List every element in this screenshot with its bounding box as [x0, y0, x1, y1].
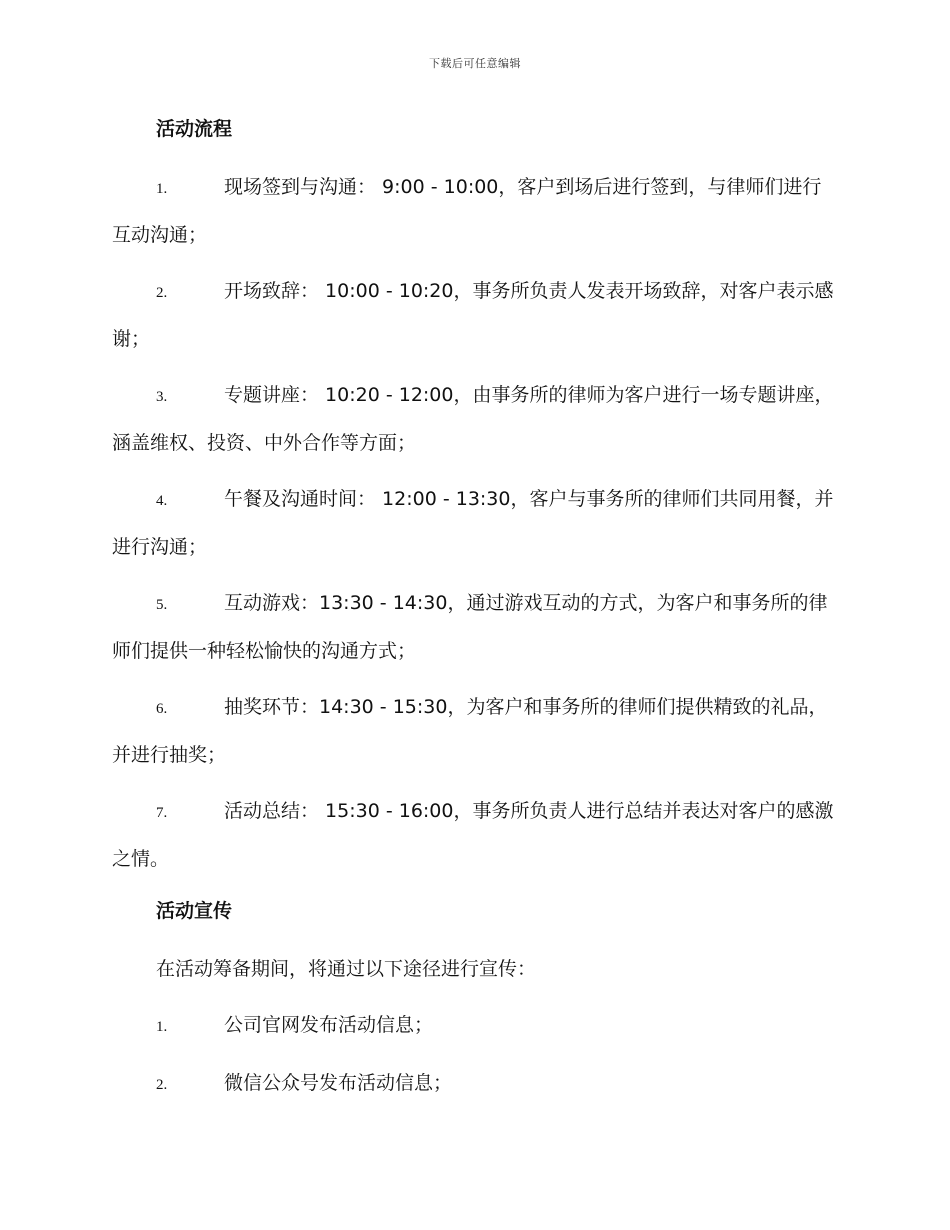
list-item-text: 公司官网发布活动信息； [224, 1014, 434, 1036]
section-heading-activity-promotion: 活动宣传 [156, 900, 233, 922]
list-item-number: 1. [156, 1019, 168, 1035]
list-item-number: 5. [156, 597, 168, 613]
list-item-number: 2. [156, 1077, 168, 1093]
list-item-text: 现场签到与沟通： 9:00 - 10:00，客户到场后进行签到，与律师们进行互动沟通； [112, 176, 822, 246]
document-body [112, 110, 837, 1118]
list-item-text: 午餐及沟通时间： 12:00 - 13:30，客户与事务所的律师们共同用餐，并进行沟通； [112, 488, 834, 558]
list-item-text: 互动游戏：13:30 - 14:30，通过游戏互动的方式，为客户和事务所的律师们提供一种轻松愉快的沟通方式； [112, 592, 828, 662]
list-item [112, 684, 837, 778]
list-item [112, 1060, 837, 1108]
header-note: 下载后可任意编辑 [429, 57, 521, 70]
list-item-number: 7. [156, 805, 168, 821]
list-item-text: 抽奖环节：14:30 - 15:30，为客户和事务所的律师们提供精致的礼品，并进行抽奖； [112, 696, 828, 766]
list-item-number: 1. [156, 181, 168, 197]
list-item [112, 372, 837, 466]
list-item-number: 6. [156, 701, 168, 717]
section-intro-paragraph: 在活动筹备期间，将通过以下途径进行宣传： [156, 958, 537, 980]
list-item-number: 4. [156, 493, 168, 509]
list-item-number: 3. [156, 389, 168, 405]
list-item-text: 微信公众号发布活动信息； [224, 1072, 453, 1094]
list-item [112, 476, 837, 570]
list-item [112, 788, 837, 882]
list-item-text: 专题讲座： 10:20 - 12:00，由事务所的律师为客户进行一场专题讲座，涵盖维权、投资、中外合作等方面； [112, 384, 834, 454]
list-item-number: 2. [156, 285, 168, 301]
list-item-text: 开场致辞： 10:00 - 10:20，事务所负责人发表开场致辞，对客户表示感谢； [112, 280, 834, 350]
list-item-text: 活动总结： 15:30 - 16:00，事务所负责人进行总结并表达对客户的感激之情。 [112, 800, 834, 870]
list-item [112, 164, 837, 258]
list-item [112, 580, 837, 674]
section-heading-activity-flow: 活动流程 [156, 118, 233, 140]
list-item [112, 1002, 837, 1050]
list-item [112, 268, 837, 362]
